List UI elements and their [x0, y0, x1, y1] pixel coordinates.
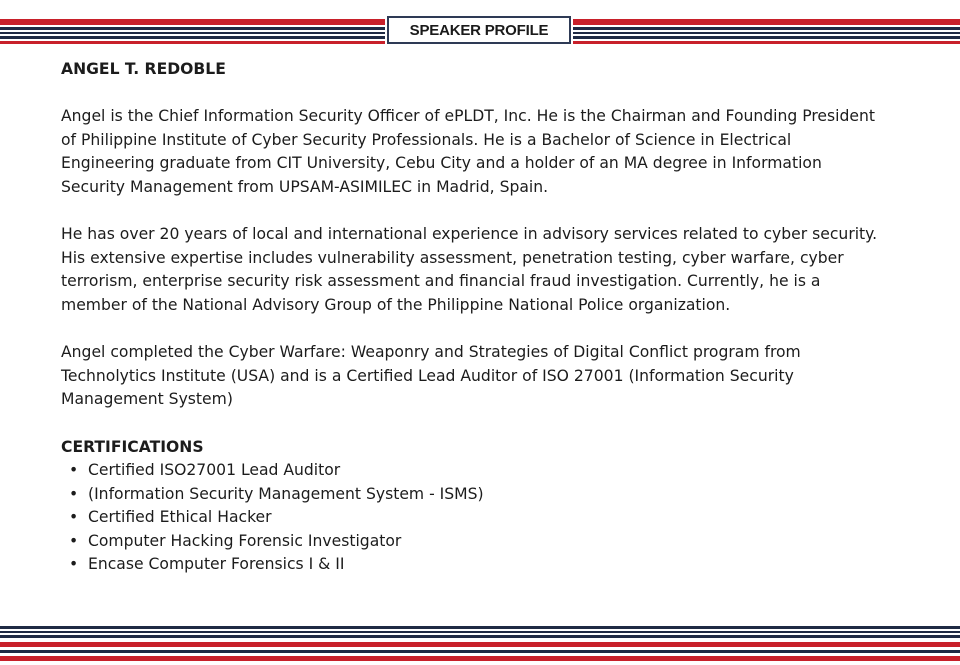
bio-line: member of the National Advisory Group of the Philippine National Police organization. [61, 295, 731, 314]
bullet-icon: • [69, 508, 79, 527]
certification-text: (Information Security Management System - ISMS) [88, 484, 484, 503]
bio-line: His extensive expertise includes vulnerability assessment, penetration testing, cyber warfare, cyber [61, 248, 844, 267]
profile-content [61, 58, 941, 577]
bio-line: Angel completed the Cyber Warfare: Weaponry and Strategies of Digital Conflict program from [61, 343, 801, 362]
footer-stripes [0, 622, 960, 665]
bullet-icon: • [69, 555, 79, 574]
list-item [61, 459, 941, 483]
bio-line: Engineering graduate from CIT University, Cebu City and a holder of an MA degree in Information [61, 154, 822, 173]
certification-text: Certified ISO27001 Lead Auditor [88, 461, 341, 480]
speaker-name: ANGEL T. REDOBLE [61, 60, 226, 78]
bio-paragraph-3 [61, 341, 941, 412]
list-item [61, 553, 941, 577]
certifications-list [61, 459, 941, 577]
bio-line: Angel is the Chief Information Security Officer of ePLDT, Inc. He is the Chairman and Founding President [61, 107, 875, 126]
bio-line: Security Management from UPSAM-ASIMILEC in Madrid, Spain. [61, 177, 549, 196]
certifications-heading: CERTIFICATIONS [61, 437, 204, 456]
list-item [61, 530, 941, 554]
certification-text: Computer Hacking Forensic Investigator [88, 531, 402, 550]
bio-line: terrorism, enterprise security risk assessment and financial fraud investigation. Currently, he is a [61, 272, 821, 291]
bio-line: He has over 20 years of local and international experience in advisory services related to cyber security. [61, 225, 878, 244]
bio-line: of Philippine Institute of Cyber Security Professionals. He is a Bachelor of Science in Electrical [61, 130, 792, 149]
bullet-icon: • [69, 531, 79, 550]
list-item [61, 506, 941, 530]
bio-paragraph-1 [61, 105, 941, 199]
bullet-icon: • [69, 461, 79, 480]
bio-paragraph-2 [61, 223, 941, 317]
bio-line: Technolytics Institute (USA) and is a Certified Lead Auditor of ISO 27001 (Information Security [61, 366, 794, 385]
certification-text: Certified Ethical Hacker [88, 508, 272, 527]
bullet-icon: • [69, 484, 79, 503]
list-item [61, 483, 941, 507]
certification-text: Encase Computer Forensics I & II [88, 555, 345, 574]
speaker-profile-title [387, 16, 571, 44]
page-title: SPEAKER PROFILE [409, 21, 549, 39]
bio-line: Management System) [61, 390, 233, 409]
